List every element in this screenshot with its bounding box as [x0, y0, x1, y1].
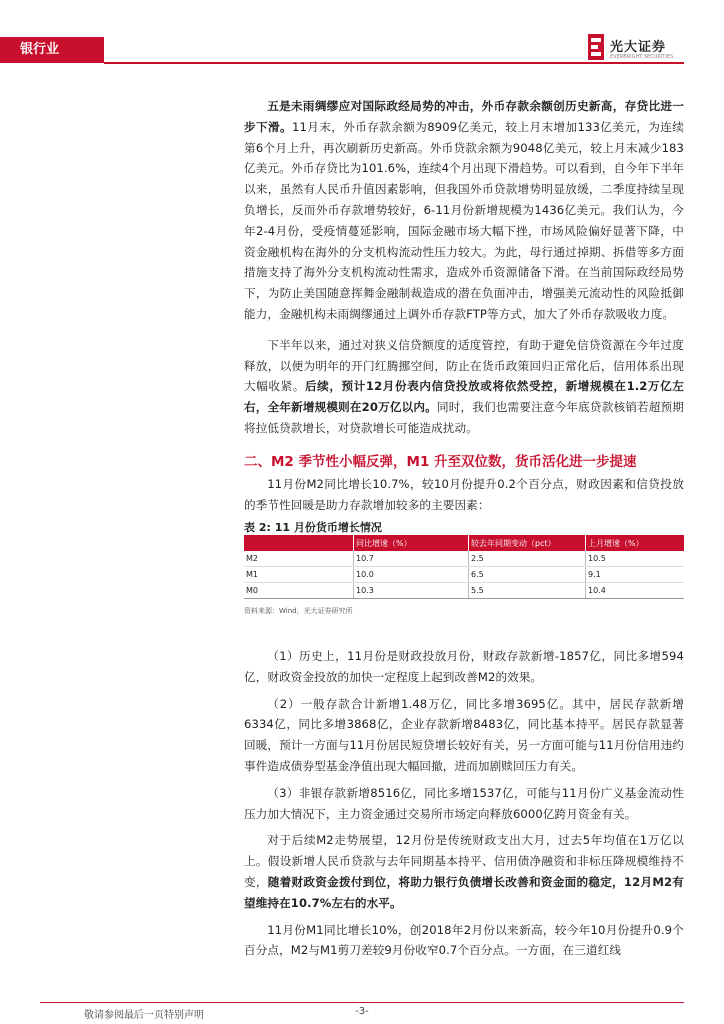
footer-divider — [40, 1002, 684, 1003]
section-intro: 11月份M2同比增长10.7%，较10月份提升0.2个百分点，财政因素和信贷投放的季节性回暖是助力存款增加较多的主要因素： — [244, 477, 684, 512]
money-growth-table — [244, 535, 684, 599]
paragraph-bold: 后续，预计12月份表内信贷投放或将依然受控，新增规模在1.2万亿左右，全年新增规模则在20万亿以内。 — [244, 379, 684, 415]
paragraph — [244, 920, 684, 962]
paragraph — [244, 694, 684, 777]
section-title: 二、M2 季节性小幅反弹，M1 升至双位数，货币活化进一步提速 — [244, 454, 637, 470]
footer-disclaimer: 敬请参阅最后一页特别声明 — [84, 1010, 204, 1021]
body-text-top — [244, 96, 684, 439]
table-cell: 10.5 — [586, 551, 685, 567]
paragraph — [244, 830, 684, 913]
table-header-cell: 同比增速（%） — [354, 535, 469, 551]
company-logo — [588, 34, 698, 64]
table-header-cell: 上月增速（%） — [586, 535, 685, 551]
paragraph-text: 11月末，外币存款余额为8909亿美元，较上月末增加133亿美元，为连续第6个月上升，再次刷新历史新高。外币贷款余额为9048亿美元，较上月末减少183亿美元。外币存贷比为101.6%，连续4个月出现下滑趋势。可以看到，自今年下半年以来，虽然有人民币升值因素影响，但我国外币贷款增势明显放缓，二季度持续呈现负增长，反而外币存款增势较好，6-11月份新增规模为1436亿美元。我们认为，今年2-4月份，受疫情蔓延影响，国际金融市场大幅下挫，市场风险偏好显著下降，中资金融机构在海外的分支机构流动性压力较大。为此，母行通过掉期、拆借等多方面措施支持了海外分支机构流动性需求，造成外币资源储备下滑。在当前国际政经局势下，为防止美国随意挥舞金融制裁造成的潜在负面冲击，增强美元流动性的风险抵御能力，金融机构未雨绸缪通过上调外币存款FTP等方式，加大了外币存款吸收力度。 — [244, 119, 684, 321]
logo-name: 光大证券 — [610, 40, 667, 55]
table-cell: M0 — [244, 583, 354, 599]
page-number: -3- — [355, 1006, 369, 1017]
table-cell: 10.0 — [354, 567, 469, 583]
table-cell: M2 — [244, 551, 354, 567]
table-cell: 6.5 — [469, 567, 586, 583]
table-row — [244, 567, 684, 583]
paragraph — [244, 335, 684, 439]
table-cell: 10.7 — [354, 551, 469, 567]
table-cell: 9.1 — [586, 567, 685, 583]
table-source: 资料来源：Wind，光大证券研究所 — [244, 607, 353, 615]
paragraph-text: 对于后续M2走势展望，12月份是传统财政支出大月，过去5年均值在1万亿以上。假设新增人民币贷款与去年同期基本持平、信用债净融资和非标压降规模维持不变， — [244, 833, 684, 889]
table-row — [244, 583, 684, 599]
paragraph-text: （2）一般存款合计新增1.48万亿，同比多增3695亿。其中，居民存款新增6334亿，同比多增3868亿，企业存款新增8483亿，同比基本持平。居民存款显著回暖，预计一方面与11月份居民短贷增长较好有关，另一方面可能与11月份信用违约事件造成债券型基金净值出现大幅回撤，进而加剧赎回压力有关。 — [244, 696, 684, 773]
paragraph-text: （1）历史上，11月份是财政投放月份，财政存款新增-1857亿，同比多增594亿，财政资金投放的加快一定程度上起到改善M2的效果。 — [244, 649, 684, 684]
table-header-cell — [244, 535, 354, 551]
sector-tag: 银行业 — [0, 37, 104, 63]
logo-english: EVERBRIGHT SECURITIES — [610, 54, 674, 60]
table-cell: 10.4 — [586, 583, 685, 599]
paragraph-text: （3）非银存款新增8516亿，同比多增1537亿，可能与11月份广义基金流动性压力加大情况下，主力资金通过交易所市场定向释放6000亿跨月资金有关。 — [244, 785, 684, 821]
paragraph — [244, 646, 684, 688]
table-header-row — [244, 535, 684, 551]
paragraph-text: 同时，我们也需要注意今年底贷款核销若超预期将拉低贷款增长，对贷款增长可能造成扰动。 — [244, 400, 684, 435]
paragraph-bold: 随着财政资金拨付到位，将助力银行负债增长改善和资金面的稳定，12月M2有望维持在10.7%左右的水平。 — [244, 874, 684, 910]
table-cell: 2.5 — [469, 551, 586, 567]
paragraph-text: 下半年以来，通过对狭义信贷额度的适度管控，有助于避免信贷资源在今年过度释放，以便为明年的开门红腾挪空间，防止在货币政策回归正常化后，信用体系出现大幅收紧。 — [244, 337, 684, 394]
table-row — [244, 551, 684, 567]
paragraph — [244, 96, 684, 325]
table-cell: M1 — [244, 567, 354, 583]
section-intro-block — [244, 474, 684, 516]
paragraph-bold: 五是未雨绸缪应对国际政经局势的冲击，外币存款余额创历史新高，存贷比进一步下滑。 — [244, 99, 684, 134]
table-caption: 表 2: 11 月份货币增长情况 — [244, 521, 382, 534]
paragraph-text: 11月份M1同比增长10%，创2018年2月份以来新高，较今年10月份提升0.9个百分点，M2与M1剪刀差较9月份收窄0.7个百分点。一方面，在三道红线 — [244, 922, 684, 958]
page-header — [0, 0, 724, 80]
paragraph — [244, 783, 684, 825]
table-header-cell: 较去年同期变动（pct） — [469, 535, 586, 551]
logo-mark-icon — [588, 34, 604, 60]
table-cell: 5.5 — [469, 583, 586, 599]
body-text-bottom — [244, 646, 684, 961]
table-cell: 10.3 — [354, 583, 469, 599]
